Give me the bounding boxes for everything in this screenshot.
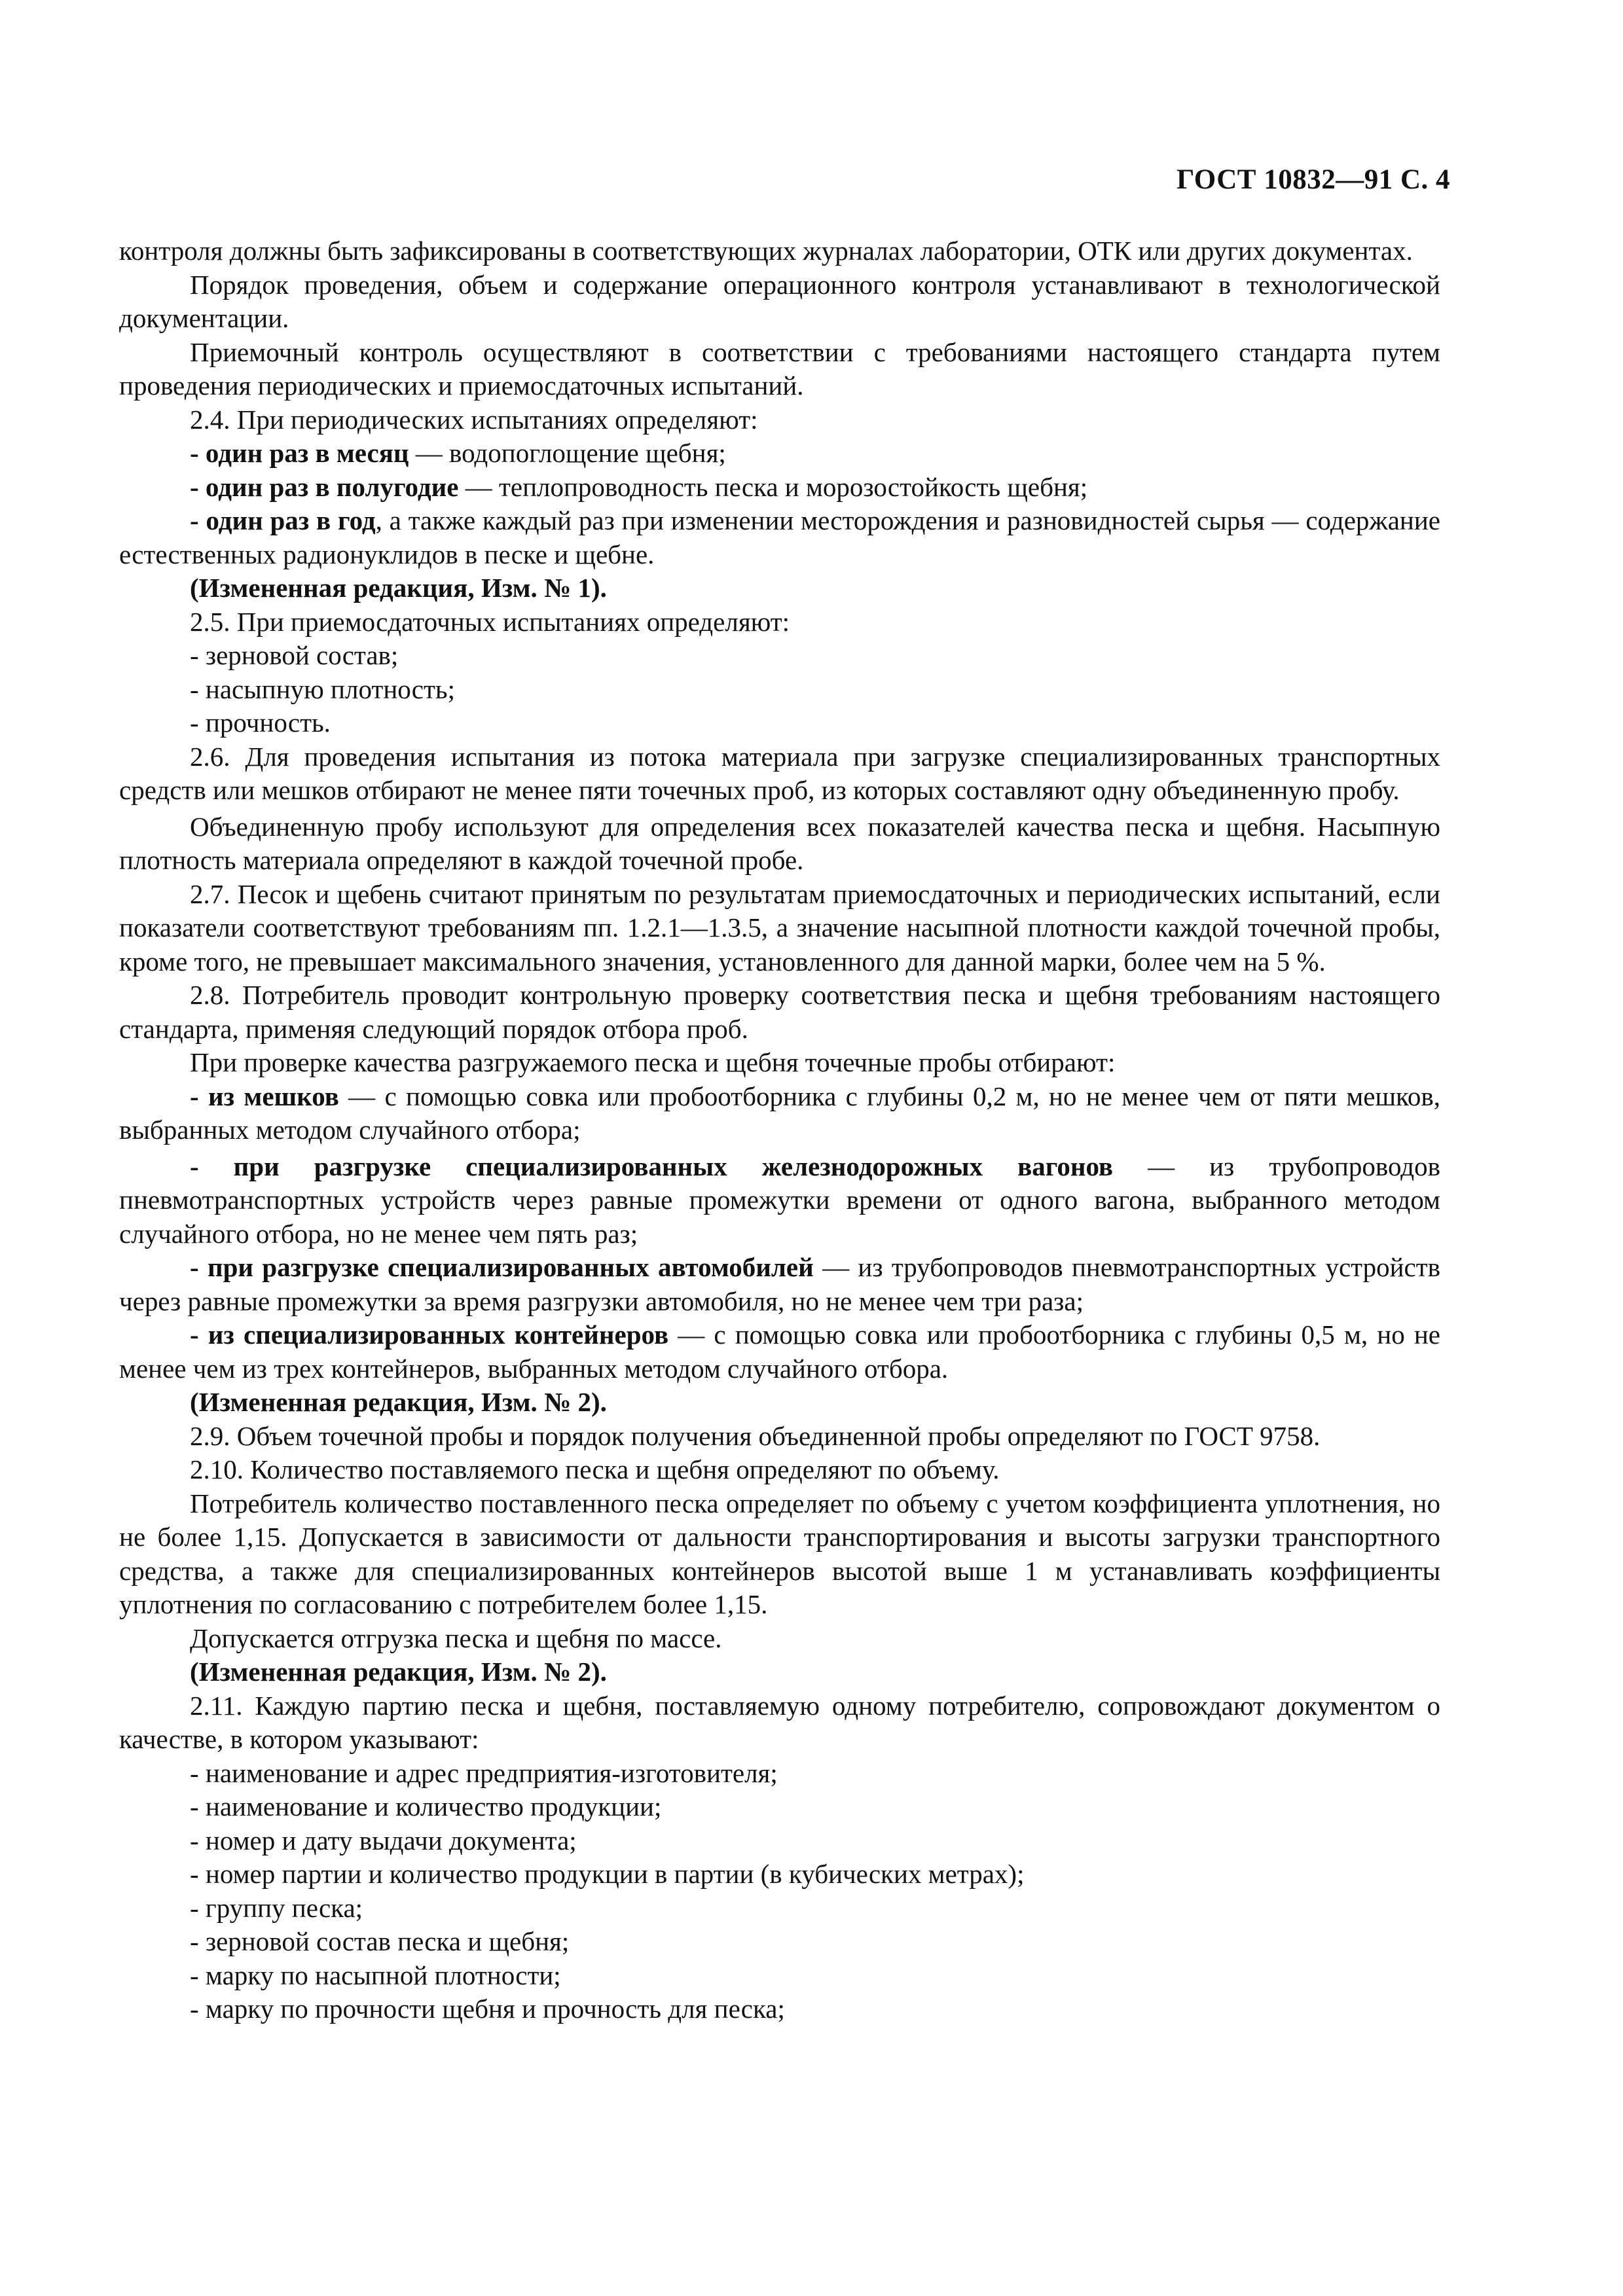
bold-term: - при разгрузке специализированных железнодорожных вагонов xyxy=(190,1151,1114,1181)
list-item: - при разгрузке специализированных автомобилей — из трубопроводов пневмотранспортных устройств через равные промежутки за время разгрузки автомобиля, но не менее чем три раза; xyxy=(119,1252,1441,1316)
clause-2-5: 2.5. При приемосдаточных испытаниях определяют: xyxy=(190,606,790,637)
list-item: - номер партии и количество продукции в партии (в кубических метрах); xyxy=(190,1859,1025,1889)
bold-term: - один раз в год xyxy=(190,505,376,535)
list-item: - зерновой состав песка и щебня; xyxy=(190,1926,570,1956)
amendment-note: (Измененная редакция, Изм. № 2). xyxy=(190,1657,607,1687)
page-header: ГОСТ 10832—91 С. 4 xyxy=(1176,164,1450,195)
amendment-note: (Измененная редакция, Изм. № 1). xyxy=(190,573,607,603)
list-item: - один раз в месяц — водопоглощение щебня; xyxy=(190,438,726,468)
list-item: - насыпную плотность; xyxy=(190,673,455,704)
list-item: - группу песка; xyxy=(190,1892,363,1923)
paragraph: Допускается отгрузка песка и щебня по массе. xyxy=(190,1623,722,1653)
clause-2-7: 2.7. Песок и щебень считают принятым по результатам приемосдаточных и периодических испытаний, если показатели соответствуют требованиям пп. 1.2.1—1.3.5, а значение насыпной плотности каждой точечной пробы, кроме того, не превышает максимального значения, установленного для данной марки, более чем на 5 %. xyxy=(119,878,1440,977)
list-item: - зерновой состав; xyxy=(190,640,399,670)
list-item: - при разгрузке специализированных железнодорожных вагонов — из трубопроводов пневмотранспортных устройств через равные промежутки времени от одного вагона, выбранного методом случайного отбора, но не менее чем пять раз; xyxy=(119,1151,1440,1249)
list-item: - один раз в полугодие — теплопроводность песка и морозостойкость щебня; xyxy=(190,471,1088,502)
bold-term: - при разгрузке специализированных автомобилей xyxy=(190,1252,814,1282)
document-body xyxy=(119,234,1440,2026)
list-item: - наименование и адрес предприятия-изготовителя; xyxy=(190,1757,778,1788)
list-item: - марку по насыпной плотности; xyxy=(190,1960,561,1990)
clause-2-8: 2.8. Потребитель проводит контрольную проверку соответствия песка и щебня требованиям настоящего стандарта, применяя следующий порядок отбора проб. xyxy=(119,980,1440,1044)
clause-2-6: 2.6. Для проведения испытания из потока материала при загрузке специализированных транспортных средств или мешков отбирают не менее пяти точечных проб, из которых составляют одну объединенную пробу. xyxy=(119,741,1440,805)
bold-term: - один раз в полугодие xyxy=(190,471,459,502)
paragraph: Приемочный контроль осуществляют в соответствии с требованиями настоящего стандарта путем проведения периодических и приемосдаточных испытаний. xyxy=(119,336,1440,401)
amendment-note: (Измененная редакция, Изм. № 2). xyxy=(190,1387,607,1417)
clause-2-10: 2.10. Количество поставляемого песка и щебня определяют по объему. xyxy=(190,1454,1000,1484)
clause-2-11: 2.11. Каждую партию песка и щебня, поставляемую одному потребителю, сопровождают документом о качестве, в котором указывают: xyxy=(119,1690,1440,1754)
list-item: - из специализированных контейнеров — с помощью совка или пробоотборника с глубины 0,5 м, но не менее чем из трех контейнеров, выбранных методом случайного отбора. xyxy=(119,1319,1440,1384)
list-item: - из мешков — с помощью совка или пробоотборника с глубины 0,2 м, но не менее чем от пяти мешков, выбранных методом случайного отбора; xyxy=(119,1081,1441,1145)
clause-2-4: 2.4. При периодических испытаниях определяют: xyxy=(190,404,758,435)
bold-term: - из специализированных контейнеров xyxy=(190,1319,669,1350)
paragraph: Потребитель количество поставленного песка определяет по объему с учетом коэффициента уплотнения, но не более 1,15. Допускается в зависимости от дальности транспортирования и высоты загрузки транспортного средства, а также для специализированных контейнеров высотой выше 1 м устанавливать коэффициенты уплотнения по согласованию с потребителем более 1,15. xyxy=(119,1488,1440,1619)
clause-2-9: 2.9. Объем точечной пробы и порядок получения объединенной пробы определяют по ГОСТ 9758. xyxy=(190,1420,1321,1451)
list-item: - наименование и количество продукции; xyxy=(190,1791,662,1821)
list-item: - номер и дату выдачи документа; xyxy=(190,1825,577,1856)
bold-term: - из мешков xyxy=(190,1081,339,1111)
paragraph: Порядок проведения, объем и содержание операционного контроля устанавливают в технологической документации. xyxy=(119,269,1440,333)
bold-term: - один раз в месяц xyxy=(190,438,409,468)
list-item: - марку по прочности щебня и прочность для песка; xyxy=(190,1994,785,2024)
paragraph: Объединенную пробу используют для определения всех показателей качества песка и щебня. Насыпную плотность материала определяют в каждой точечной пробе. xyxy=(119,811,1440,875)
list-item: - прочность. xyxy=(190,708,331,738)
paragraph: контроля должны быть зафиксированы в соответствующих журналах лаборатории, ОТК или других документах. xyxy=(119,236,1413,266)
paragraph: При проверке качества разгружаемого песка и щебня точечные пробы отбирают: xyxy=(190,1047,1116,1077)
list-item: - один раз в год, а также каждый раз при изменении месторождения и разновидностей сырья — содержание естественных радионуклидов в песке и щебне. xyxy=(119,505,1440,569)
